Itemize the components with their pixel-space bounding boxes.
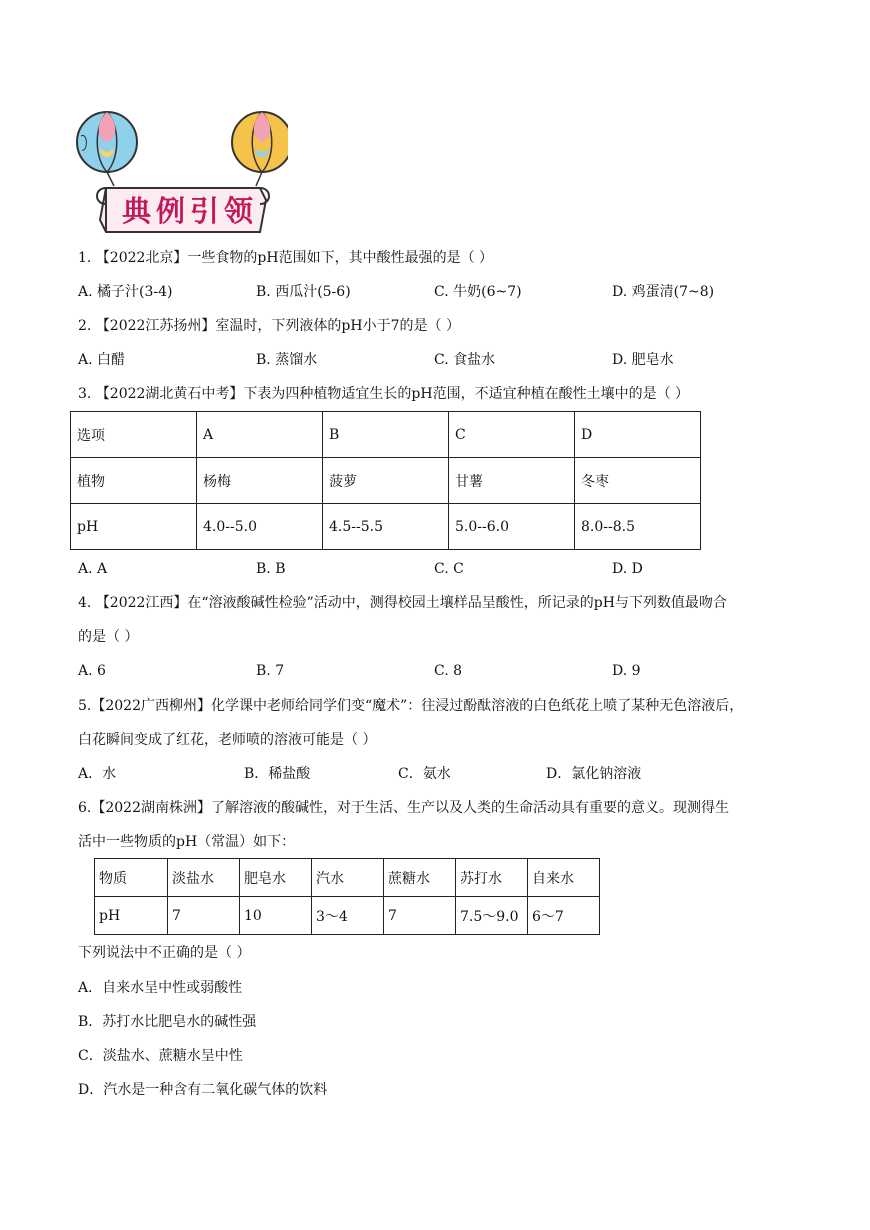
table-cell: pH (95, 897, 168, 935)
table-row (71, 504, 701, 550)
table-row (71, 412, 701, 458)
q1-stem: 1. 【2022北京】一些食物的pH范围如下，其中酸性最强的是（ ） (78, 250, 494, 266)
table-cell: C (449, 412, 575, 458)
q3-option-b[interactable]: B. B (256, 561, 286, 577)
table-cell: 淡盐水 (168, 859, 240, 897)
table-cell: 10 (240, 897, 312, 935)
q1-option-b[interactable]: B. 西瓜汁(5-6) (256, 284, 351, 300)
q3-option-c[interactable]: C. C (434, 561, 464, 577)
table-cell: 甘薯 (449, 458, 575, 504)
q6-stem-line2: 活中一些物质的pH（常温）如下： (78, 834, 296, 850)
table-cell: 5.0--6.0 (449, 504, 575, 550)
q1-option-c[interactable]: C. 牛奶(6~7) (434, 284, 522, 300)
table-cell: 菠萝 (323, 458, 449, 504)
table-row (95, 897, 600, 935)
q3-option-a[interactable]: A. A (78, 561, 108, 577)
table-cell: A (197, 412, 323, 458)
section-banner (76, 108, 288, 236)
q6-table (94, 858, 600, 935)
q4-option-c[interactable]: C. 8 (434, 663, 463, 679)
q2-option-c[interactable]: C. 食盐水 (434, 352, 496, 368)
q5-option-a[interactable]: A．水 (78, 766, 117, 782)
table-cell: 自来水 (528, 859, 600, 897)
q6-stem-line1: 6.【2022湖南株洲】了解溶液的酸碱性，对于生活、生产以及人类的生命活动具有重要的意义。现测得生 (78, 800, 729, 816)
q3-option-d[interactable]: D. D (612, 561, 643, 577)
q5-option-b[interactable]: B．稀盐酸 (244, 766, 311, 782)
table-cell: 杨梅 (197, 458, 323, 504)
table-row (95, 859, 600, 897)
q4-stem-line1: 4. 【2022江西】在“溶液酸碱性检验”活动中，测得校园土壤样品呈酸性，所记录的pH与下列数值最吻合 (78, 595, 727, 611)
table-cell: D (575, 412, 701, 458)
q3-table (70, 411, 701, 550)
q1-option-d[interactable]: D. 鸡蛋清(7~8) (612, 284, 715, 300)
table-cell: 蔗糖水 (384, 859, 456, 897)
table-cell: 7 (168, 897, 240, 935)
banner-title: 典例引领 (121, 194, 258, 228)
table-cell: 7.5～9.0 (456, 897, 528, 935)
q2-option-b[interactable]: B. 蒸馏水 (256, 352, 318, 368)
table-cell: 肥皂水 (240, 859, 312, 897)
table-cell: 植物 (71, 458, 197, 504)
q4-stem-line2: 的是（ ） (78, 629, 139, 645)
table-cell: 汽水 (312, 859, 384, 897)
table-cell: 冬枣 (575, 458, 701, 504)
q5-option-c[interactable]: C．氨水 (398, 766, 451, 782)
q4-option-a[interactable]: A. 6 (78, 663, 106, 679)
q3-stem: 3. 【2022湖北黄石中考】下表为四种植物适宜生长的pH范围，不适宜种植在酸性土壤中的是（ ） (78, 386, 690, 402)
table-row (71, 458, 701, 504)
q4-option-d[interactable]: D. 9 (612, 663, 641, 679)
q5-stem-line1: 5.【2022广西柳州】化学课中老师给同学们变“魔术”：往浸过酚酞溶液的白色纸花上喷了某种无色溶液后， (78, 698, 744, 714)
q2-option-d[interactable]: D. 肥皂水 (612, 352, 674, 368)
q6-option-a[interactable]: A．自来水呈中性或弱酸性 (78, 980, 243, 996)
table-cell: 8.0--8.5 (575, 504, 701, 550)
q5-stem-line2: 白花瞬间变成了红花，老师喷的溶液可能是（ ） (78, 732, 377, 748)
q5-option-d[interactable]: D．氯化钠溶液 (546, 766, 642, 782)
q6-option-c[interactable]: C．淡盐水、蔗糖水呈中性 (78, 1048, 243, 1064)
table-cell: pH (71, 504, 197, 550)
q6-option-b[interactable]: B．苏打水比肥皂水的碱性强 (78, 1014, 257, 1030)
q6-option-d[interactable]: D．汽水是一种含有二氧化碳气体的饮料 (78, 1082, 328, 1098)
table-cell: 3～4 (312, 897, 384, 935)
q6-prompt: 下列说法中不正确的是（ ） (78, 945, 251, 961)
table-cell: 4.5--5.5 (323, 504, 449, 550)
table-cell: 苏打水 (456, 859, 528, 897)
table-cell: 4.0--5.0 (197, 504, 323, 550)
q2-stem: 2. 【2022江苏扬州】室温时，下列液体的pH小于7的是（ ） (78, 318, 460, 334)
table-cell: 选项 (71, 412, 197, 458)
q1-option-a[interactable]: A. 橘子汁(3-4) (78, 284, 173, 300)
q4-option-b[interactable]: B. 7 (256, 663, 285, 679)
table-cell: 6～7 (528, 897, 600, 935)
table-cell: 7 (384, 897, 456, 935)
q2-option-a[interactable]: A. 白醋 (78, 352, 126, 368)
table-cell: 物质 (95, 859, 168, 897)
table-cell: B (323, 412, 449, 458)
